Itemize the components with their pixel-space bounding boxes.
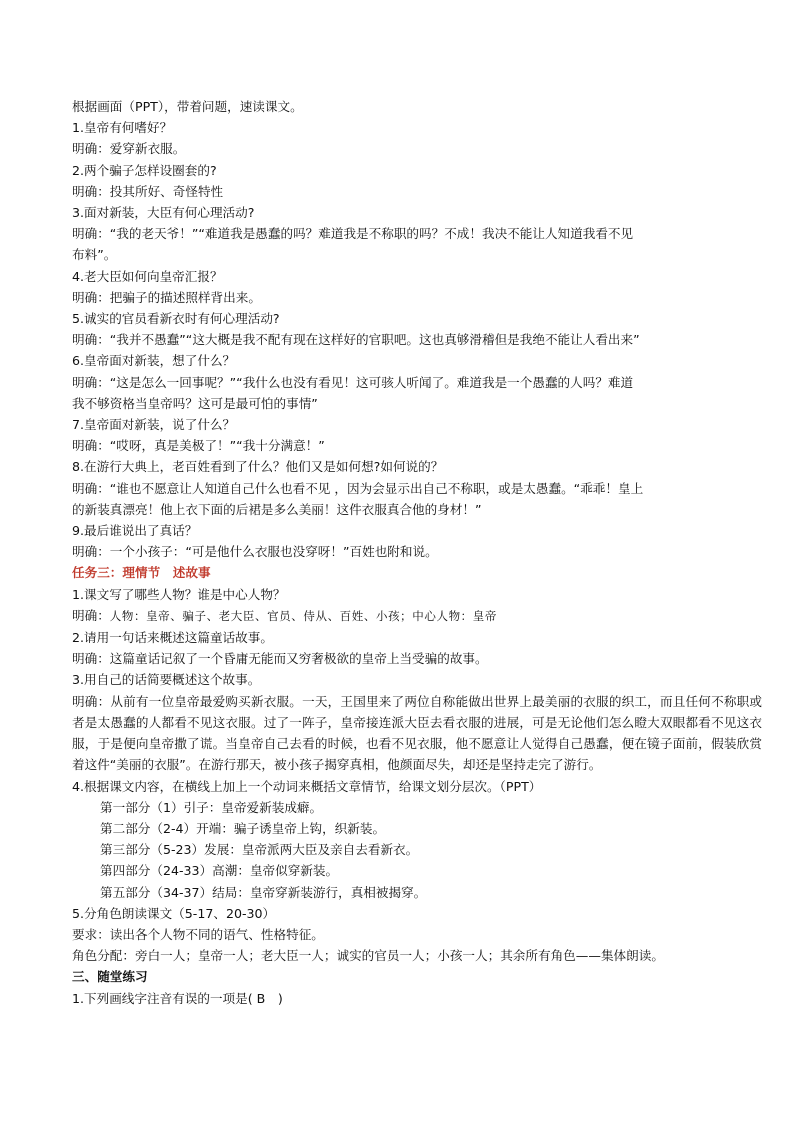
- text-line: 3.用自己的话简要概述这个故事。: [72, 672, 261, 688]
- text-line: 2.两个骗子怎样设圈套的?: [72, 162, 217, 178]
- text-line: 明确：爱穿新衣服。: [72, 141, 186, 157]
- text-line: 要求：读出各个人物不同的语气、性格特征。: [72, 926, 324, 942]
- text-line: 1.皇帝有何嗜好？: [72, 120, 173, 136]
- text-line: 8.在游行大典上，老百姓看到了什么？他们又是如何想?如何说的？: [72, 459, 444, 475]
- part-item: 第三部分（5-23）发展：皇帝派两大臣及亲自去看新衣。: [100, 842, 419, 858]
- question-4: 4.根据课文内容，在横线上加上一个动词来概括文章情节，给课文划分层次。（PPT）: [72, 778, 542, 794]
- story-paragraph: 明确：从前有一位皇帝最爱购买新衣服。一天，王国里来了两位自称能做出世界上最美丽的衣服的织工，而且任何不称职或者是太愚蠢的人都看不见这衣服。过了一阵子，皇帝接连派大臣去看衣服的进展，可是无论他们怎么瞪大双眼都看不见这衣服，于是便向皇帝撒了谎。当皇帝自己去看的时候，也看不见衣服，他不愿意让人觉得自己愚蠢，便在镜子面前，假装欣赏着这件“美丽的衣服”。在游行那天，被小孩子揭穿真相，他颜面尽失，却还是坚持走完了游行。: [72, 693, 762, 773]
- characters-label: 明确：: [72, 607, 110, 623]
- text-line: 布料”。: [72, 247, 117, 263]
- text-line: 5.诚实的官员看新衣时有何心理活动?: [72, 311, 280, 327]
- qa-block-2: [72, 584, 762, 605]
- text-line: 明确：投其所好、奇怪特性: [72, 183, 224, 199]
- part-item: 第四部分（24-33）高潮：皇帝似穿新装。: [100, 863, 339, 879]
- text-line: 1.课文写了哪些人物？谁是中心人物？: [72, 586, 286, 602]
- text-line: 的新装真漂亮！他上衣下面的后裙是多么美丽！这件衣服真合他的身材！”: [72, 501, 482, 517]
- part-item: 第二部分（2-4）开端：骗子诱皇帝上钩，织新装。: [100, 820, 386, 836]
- section3-heading: 三、随堂练习: [72, 969, 148, 985]
- text-line: 9.最后谁说出了真话？: [72, 523, 198, 539]
- text-line: 我不够资格当皇帝吗？这可是最可怕的事情”: [72, 395, 318, 411]
- part-item: 第一部分（1）引子：皇帝爱新装成癖。: [100, 799, 323, 815]
- text-line: 2.请用一句话来概述这篇童话故事。: [72, 630, 273, 646]
- text-line: 6.皇帝面对新装，想了什么？: [72, 353, 236, 369]
- text-line: 明确：“哎呀，真是美极了！”“我十分满意！”: [72, 438, 325, 454]
- text-line: 明确：这篇童话记叙了一个昏庸无能而又穷奢极欲的皇帝上当受骗的故事。: [72, 651, 488, 667]
- text-line: 明确：“谁也不愿意让人知道自己什么也看不见 ，因为会显示出自己不称职，或是太愚蠢。“乖乖！皇上: [72, 480, 644, 496]
- part-item: 第五部分（34-37）结局：皇帝穿新装游行，真相被揭穿。: [100, 884, 427, 900]
- qa-block-4: [72, 903, 762, 967]
- text-line: 4.老大臣如何向皇帝汇报？: [72, 268, 223, 284]
- text-line: 3.面对新装，大臣有何心理活动?: [72, 205, 255, 221]
- text-line: 明确：把骗子的描述照样背出来。: [72, 289, 261, 305]
- characters-text: 人物：皇帝、骗子、老大臣、官员、侍从、百姓、小孩；中心人物：皇帝: [109, 608, 497, 623]
- document-page: [72, 96, 762, 1009]
- text-line: 根据画面（PPT），带着问题，速读课文。: [72, 99, 303, 114]
- text-line: 明确：“这是怎么一回事呢？”“我什么也没有看见！这可骇人听闻了。难道我是一个愚蠢的人吗？难道: [72, 374, 634, 390]
- text-line: 明确：一个小孩子：“可是他什么衣服也没穿呀！”百姓也附和说。: [72, 544, 438, 560]
- text-line: 明确：“我并不愚蠢”“这大概是我不配有现在这样好的官职吧。这也真够滑稽但是我绝不能让人看出来”: [72, 332, 640, 348]
- parts-list: [72, 797, 762, 903]
- task3-heading: 任务三：理情节 述故事: [72, 565, 211, 581]
- text-line: 明确：“我的老天爷！”“难道我是愚蠢的吗？难道我是不称职的吗？不成！我决不能让人知道我看不见: [72, 226, 634, 242]
- qa-block-1: [72, 96, 762, 562]
- text-line: 7.皇帝面对新装，说了什么？: [72, 417, 236, 433]
- text-line: 5.分角色朗读课文（5-17、20-30）: [72, 905, 276, 921]
- text-line: 角色分配：旁白一人；皇帝一人；老大臣一人；诚实的官员一人；小孩一人；其余所有角色——集体朗读。: [72, 948, 664, 964]
- exercise-question: 1.下列画线字注音有误的一项是( B ): [72, 990, 283, 1006]
- characters-line: [72, 605, 762, 627]
- qa-block-3: [72, 627, 762, 691]
